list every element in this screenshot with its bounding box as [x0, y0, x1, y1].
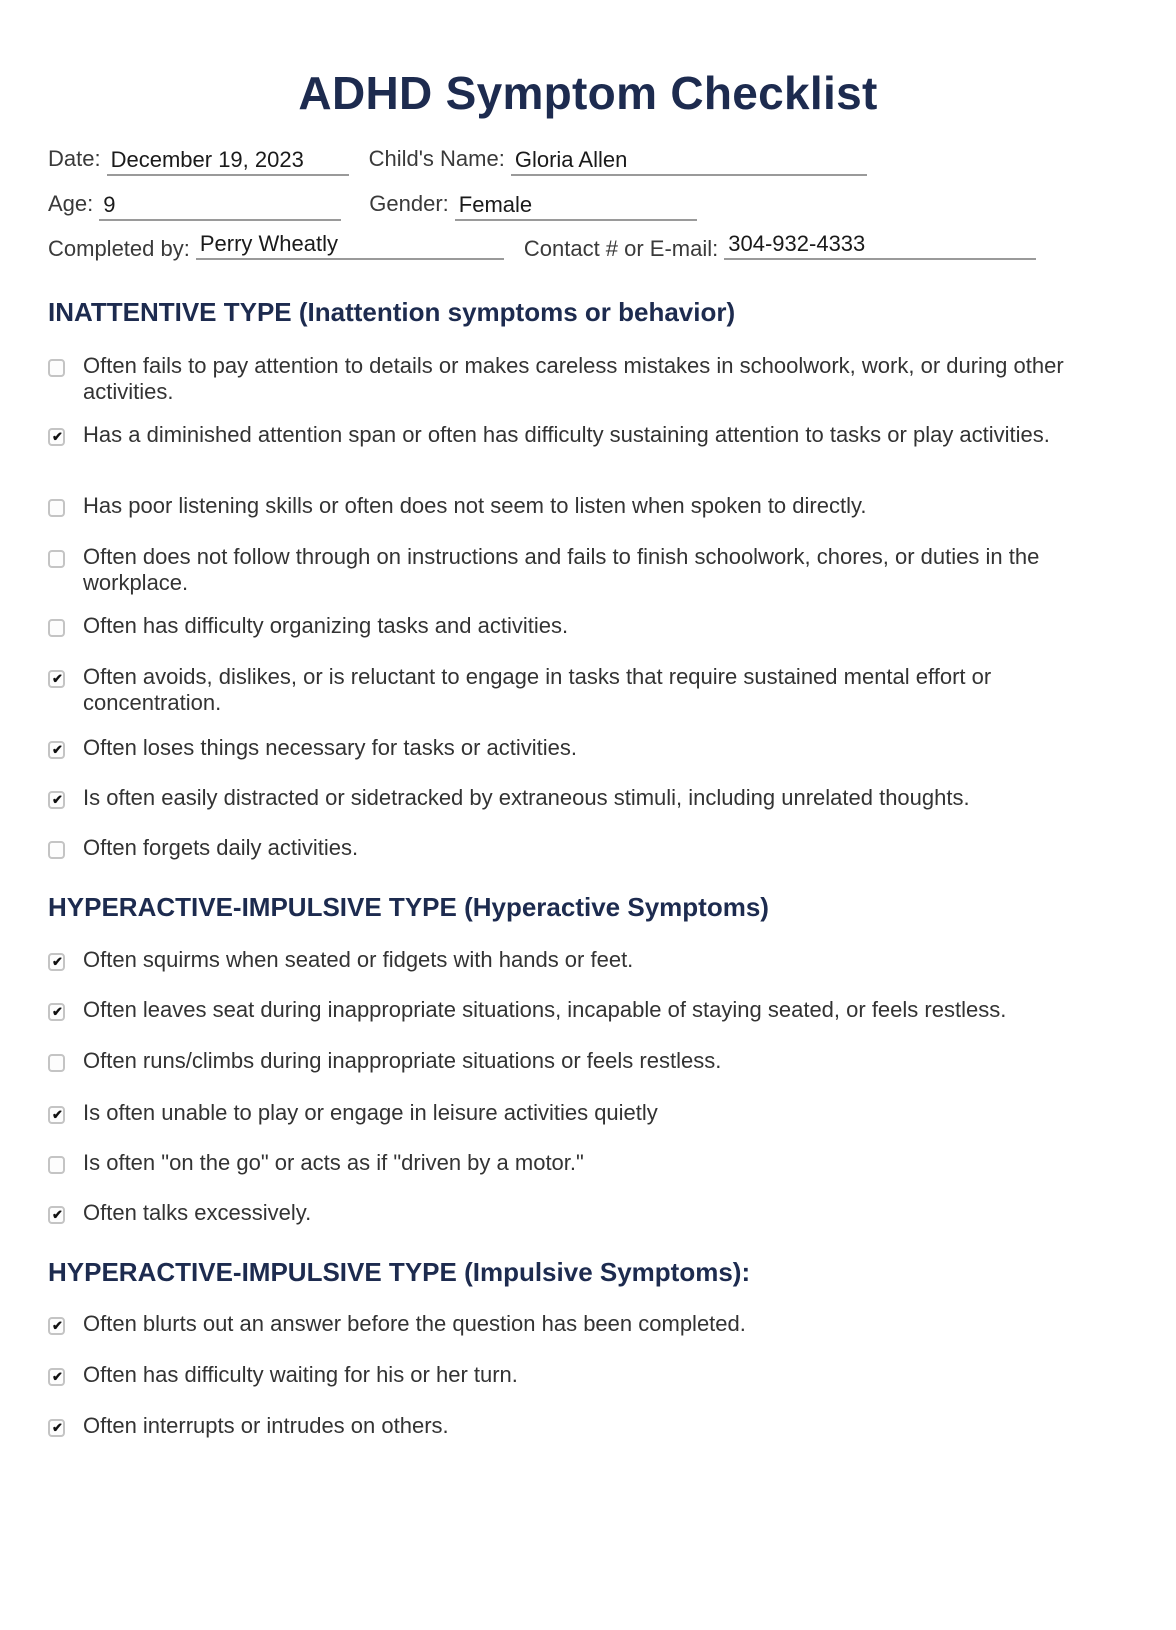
section-heading-inattentive: INATTENTIVE TYPE (Inattention symptoms or behavior)	[48, 297, 736, 327]
item-text: Often forgets daily activities.	[83, 835, 359, 860]
checklist-item	[48, 353, 1118, 405]
checkbox[interactable]	[48, 1317, 65, 1335]
checkbox[interactable]	[48, 791, 65, 809]
item-text: Often blurts out an answer before the question has been completed.	[83, 1311, 746, 1336]
item-text: Has a diminished attention span or often has difficulty sustaining attention to tasks or play activities.	[83, 422, 1050, 447]
checkbox[interactable]	[48, 550, 65, 568]
page-title: ADHD Symptom Checklist	[298, 67, 878, 119]
item-text: Often leaves seat during inappropriate situations, incapable of staying seated, or feels restless.	[83, 997, 1007, 1022]
item-text: Is often unable to play or engage in leisure activities quietly	[83, 1100, 658, 1125]
item-text: Often runs/climbs during inappropriate situations or feels restless.	[83, 1048, 722, 1073]
completed-by-input[interactable]: Perry Wheatly	[196, 232, 504, 260]
checklist-item	[48, 1048, 1118, 1074]
gender-input[interactable]: Female	[455, 193, 697, 221]
checklist-item	[48, 785, 1118, 811]
date-input[interactable]: December 19, 2023	[107, 148, 349, 176]
child-name-label: Child's Name:	[368, 146, 505, 171]
item-text: Often loses things necessary for tasks or activities.	[83, 735, 577, 760]
checkbox[interactable]	[48, 359, 65, 377]
contact-field	[523, 231, 1036, 262]
checkbox[interactable]	[48, 1106, 65, 1124]
checklist-item	[48, 1150, 1118, 1176]
item-text: Often does not follow through on instructions and fails to finish schoolwork, chores, or duties in the workplace.	[83, 544, 1040, 595]
age-label: Age:	[48, 191, 94, 216]
item-text: Often fails to pay attention to details or makes careless mistakes in schoolwork, work, or during other activities.	[83, 353, 1064, 404]
section-heading-impulsive: HYPERACTIVE-IMPULSIVE TYPE (Impulsive Symptoms):	[48, 1257, 751, 1287]
checkbox[interactable]	[48, 670, 65, 688]
completed-by-label: Completed by:	[48, 236, 190, 261]
date-field	[48, 144, 349, 172]
checkmark-icon: ✔	[52, 792, 63, 807]
checkmark-icon: ✔	[52, 671, 63, 686]
checklist-item	[48, 1413, 1118, 1439]
checkbox[interactable]	[48, 953, 65, 971]
item-text: Is often "on the go" or acts as if "driven by a motor."	[83, 1150, 584, 1175]
contact-input[interactable]: 304-932-4333	[724, 232, 1036, 260]
contact-label: Contact # or E-mail:	[523, 236, 719, 261]
checkbox[interactable]	[48, 841, 65, 859]
checkmark-icon: ✔	[52, 954, 63, 969]
checkmark-icon: ✔	[52, 1207, 63, 1222]
checklist-item	[48, 835, 1118, 861]
age-field	[48, 189, 341, 217]
checkbox[interactable]	[48, 428, 65, 446]
checkmark-icon: ✔	[52, 1004, 63, 1019]
form-row-age-gender	[48, 189, 697, 217]
form-row-completed-contact	[48, 231, 1036, 262]
checkbox[interactable]	[48, 1368, 65, 1386]
form-row-date-name	[48, 144, 867, 172]
completed-by-field	[48, 231, 504, 262]
child-name-input[interactable]: Gloria Allen	[511, 148, 867, 176]
checkmark-icon: ✔	[52, 429, 63, 444]
checklist-item	[48, 735, 1118, 761]
checkmark-icon: ✔	[52, 1369, 63, 1384]
checkbox[interactable]	[48, 1003, 65, 1021]
checklist-item	[48, 997, 1118, 1023]
checklist-item	[48, 664, 1118, 716]
item-text: Often has difficulty organizing tasks and activities.	[83, 613, 569, 638]
checklist-item	[48, 947, 1118, 973]
checkmark-icon: ✔	[52, 1420, 63, 1435]
checkmark-icon: ✔	[52, 1318, 63, 1333]
checkbox[interactable]	[48, 619, 65, 637]
section-heading-hyperactive: HYPERACTIVE-IMPULSIVE TYPE (Hyperactive Symptoms)	[48, 892, 769, 922]
checklist-item	[48, 544, 1118, 596]
checklist-item	[48, 1100, 1118, 1126]
checklist-item	[48, 1362, 1118, 1388]
item-text: Often interrupts or intrudes on others.	[83, 1413, 449, 1438]
checkbox[interactable]	[48, 1206, 65, 1224]
item-text: Often has difficulty waiting for his or her turn.	[83, 1362, 518, 1387]
item-text: Often talks excessively.	[83, 1200, 312, 1225]
child-name-field	[369, 144, 867, 172]
item-text: Has poor listening skills or often does not seem to listen when spoken to directly.	[83, 493, 867, 518]
gender-label: Gender:	[369, 191, 449, 216]
date-label: Date:	[48, 146, 101, 171]
checklist-item	[48, 613, 1118, 639]
item-text: Is often easily distracted or sidetracked by extraneous stimuli, including unrelated thoughts.	[83, 785, 970, 810]
gender-field	[369, 189, 697, 217]
checkbox[interactable]	[48, 499, 65, 517]
age-input[interactable]: 9	[99, 193, 341, 221]
checkmark-icon: ✔	[52, 742, 63, 757]
checklist-item	[48, 422, 1118, 448]
checklist-item	[48, 493, 1118, 519]
item-text: Often avoids, dislikes, or is reluctant to engage in tasks that require sustained mental effort or concentration.	[83, 664, 992, 715]
checklist-item	[48, 1200, 1118, 1226]
checkbox[interactable]	[48, 1419, 65, 1437]
checkbox[interactable]	[48, 1054, 65, 1072]
checkmark-icon: ✔	[52, 1107, 63, 1122]
checklist-item	[48, 1311, 1118, 1337]
item-text: Often squirms when seated or fidgets with hands or feet.	[83, 947, 634, 972]
checkbox[interactable]	[48, 741, 65, 759]
checkbox[interactable]	[48, 1156, 65, 1174]
